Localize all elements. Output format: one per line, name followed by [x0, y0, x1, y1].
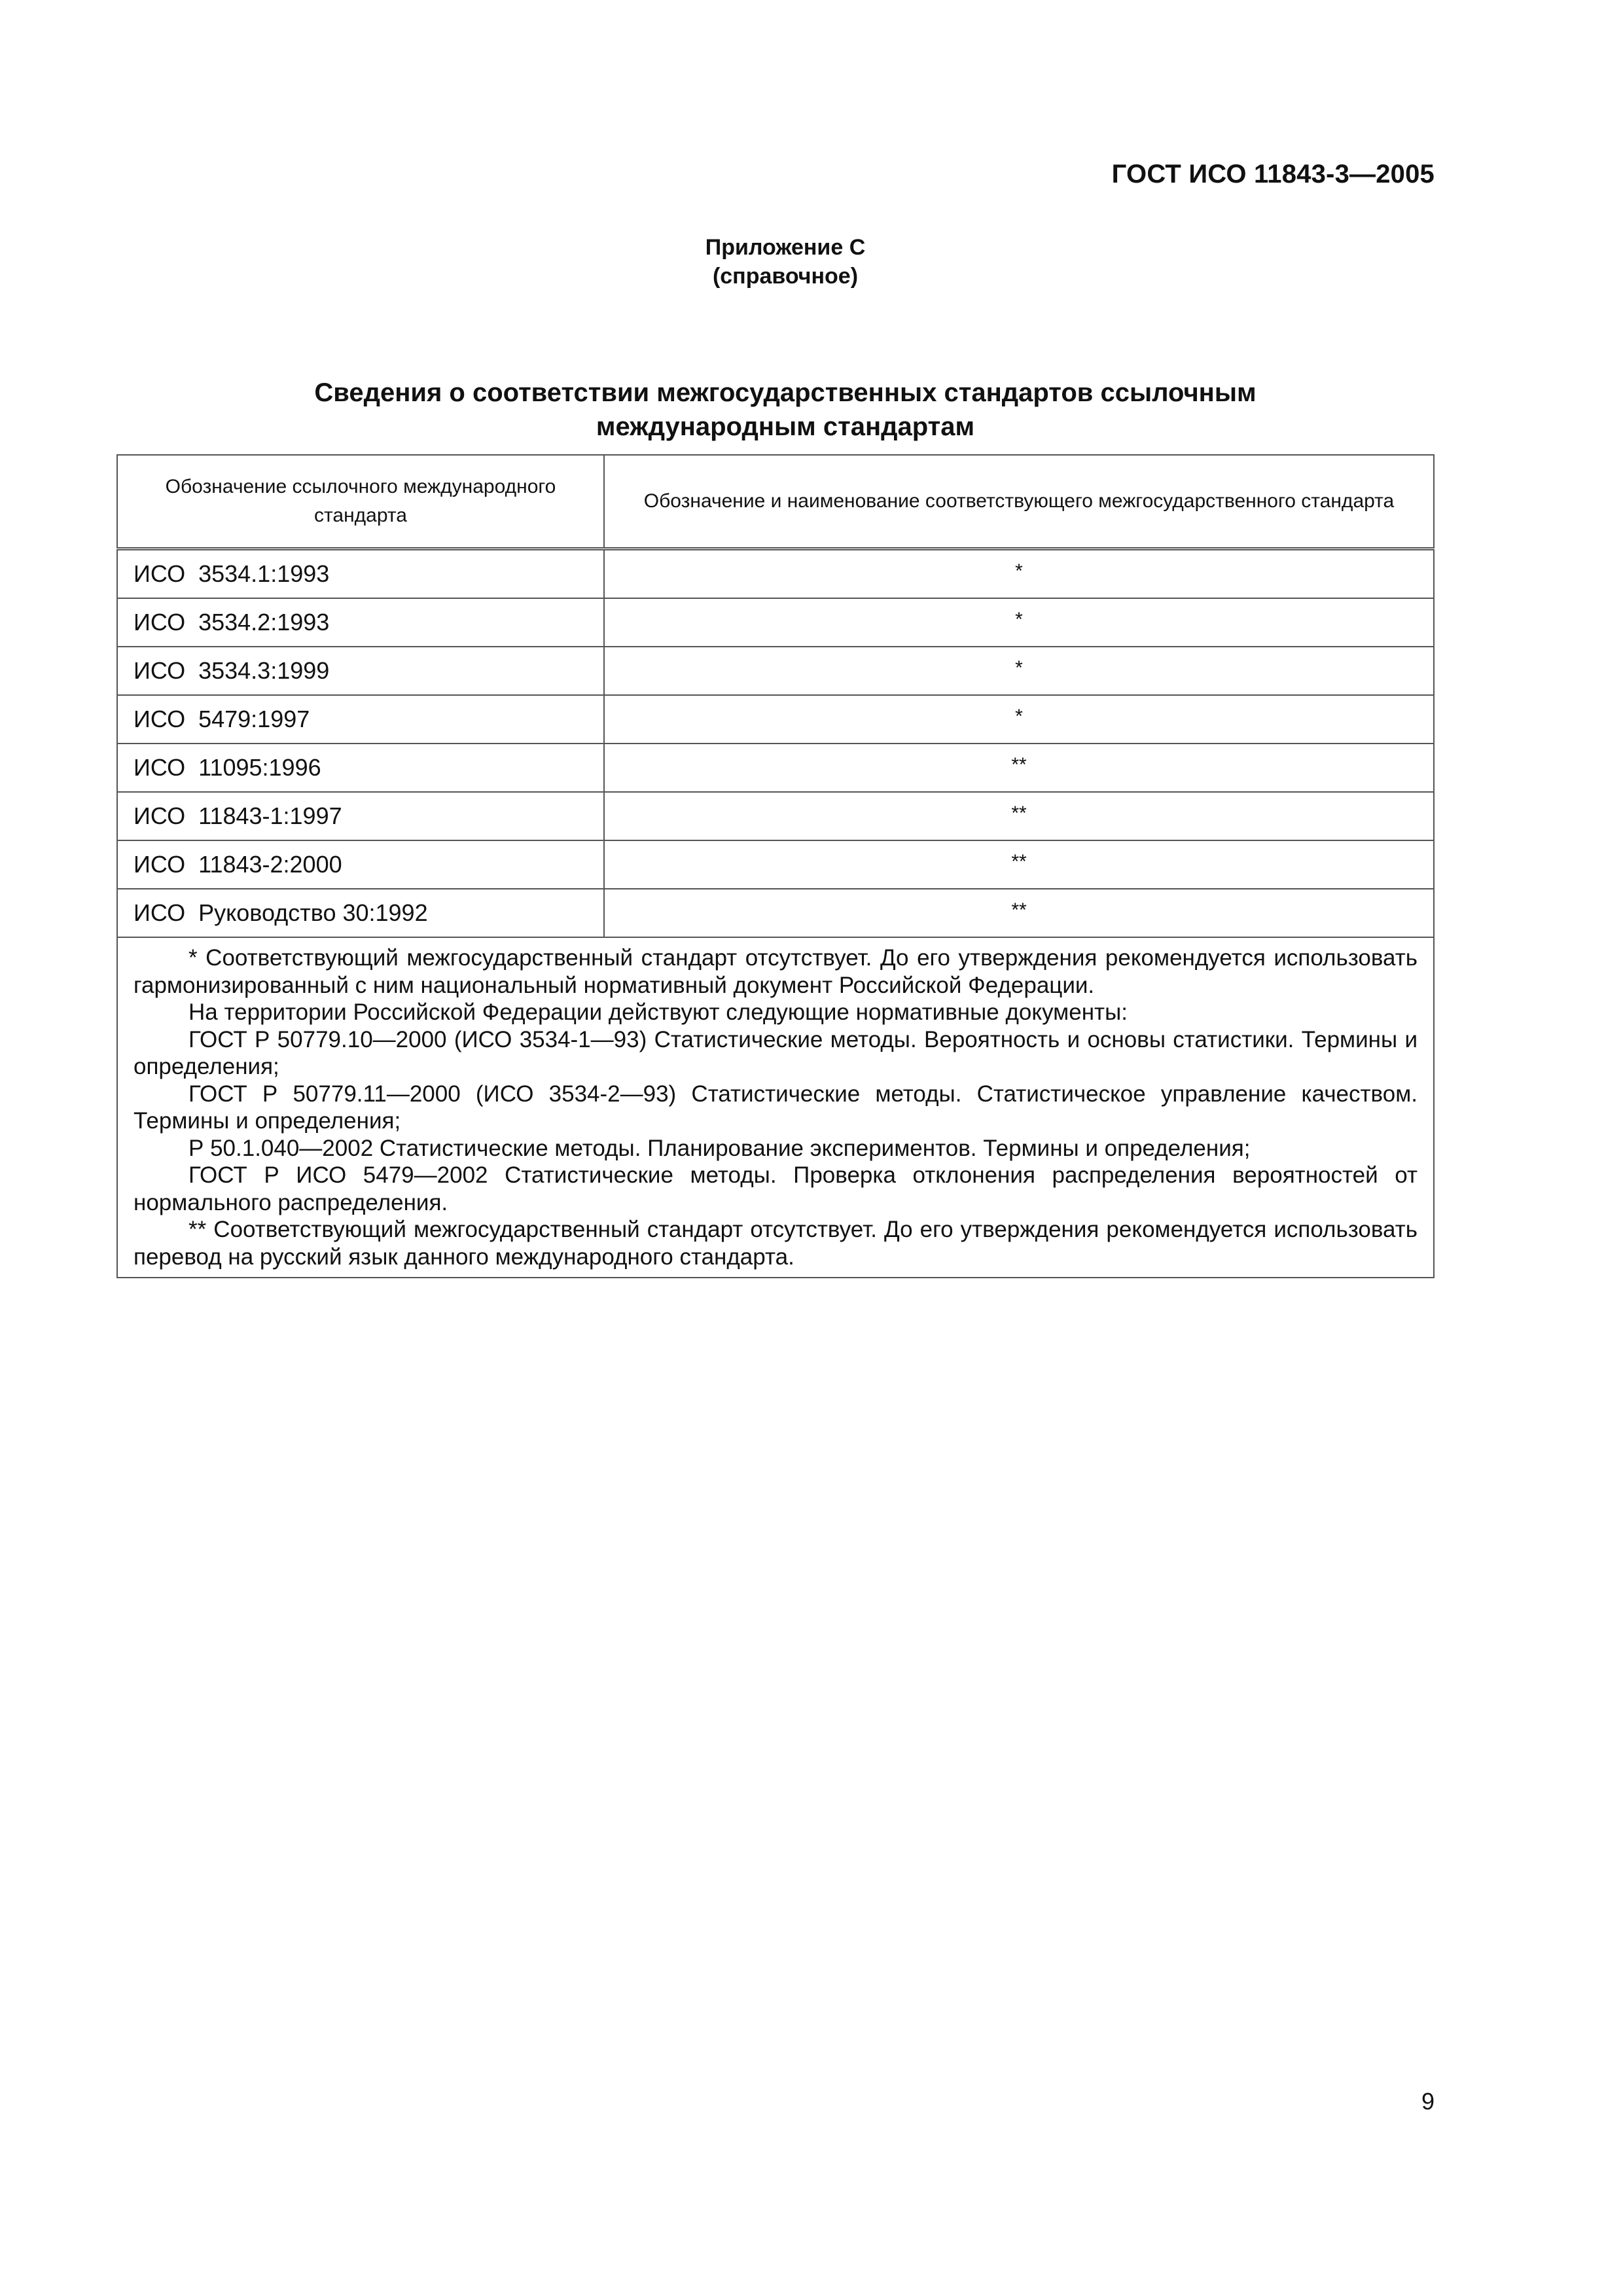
iso-designation: ИСО Руководство 30:1992: [117, 889, 604, 937]
iso-designation: ИСО 11843-1:1997: [117, 792, 604, 840]
note-paragraph: ГОСТ Р 50779.11—2000 (ИСО 3534-2—93) Статистические методы. Статистическое управление качеством. Термины и определения;: [134, 1081, 1418, 1134]
page-number: 9: [1421, 2088, 1435, 2115]
table-notes-row: [117, 937, 1434, 1278]
iso-designation: ИСО 5479:1997: [117, 695, 604, 744]
table-row: [117, 744, 1434, 792]
correspondence-mark: **: [604, 840, 1434, 889]
note-paragraph: На территории Российской Федерации действуют следующие нормативные документы:: [188, 999, 1128, 1025]
iso-designation: ИСО 11095:1996: [117, 744, 604, 792]
annex-title: Приложение С: [705, 235, 866, 260]
correspondence-table: [116, 454, 1435, 1278]
note-paragraph: * Соответствующий межгосударственный стандарт отсутствует. До его утверждения рекомендуется использовать гармонизированный с ним национальный нормативный документ Российской Федерации.: [134, 945, 1418, 998]
header-international-standard: Обозначение ссылочного международного стандарта: [117, 455, 604, 549]
table-header-row: [117, 455, 1434, 549]
table-row: [117, 549, 1434, 599]
iso-designation: ИСО 11843-2:2000: [117, 840, 604, 889]
table-row: [117, 792, 1434, 840]
correspondence-mark: *: [604, 549, 1434, 599]
section-title-line-2: международным стандартам: [596, 412, 975, 441]
note-paragraph: ** Соответствующий межгосударственный стандарт отсутствует. До его утверждения рекомендуется использовать перевод на русский язык данного международного стандарта.: [134, 1217, 1418, 1270]
correspondence-mark: *: [604, 647, 1434, 695]
table-row: [117, 647, 1434, 695]
correspondence-mark: **: [604, 889, 1434, 937]
correspondence-mark: *: [604, 598, 1434, 647]
table-row: [117, 695, 1434, 744]
table-notes: [117, 937, 1434, 1278]
iso-designation: ИСО 3534.2:1993: [117, 598, 604, 647]
document-code: ГОСТ ИСО 11843-3—2005: [1111, 160, 1435, 188]
note-paragraph: ГОСТ Р 50779.10—2000 (ИСО 3534-1—93) Статистические методы. Вероятность и основы статистики. Термины и определения;: [134, 1026, 1418, 1079]
annex-heading: [0, 233, 1571, 291]
iso-designation: ИСО 3534.1:1993: [117, 549, 604, 599]
table-row: [117, 598, 1434, 647]
table-row: [117, 840, 1434, 889]
note-paragraph: Р 50.1.040—2002 Статистические методы. Планирование экспериментов. Термины и определения;: [188, 1135, 1251, 1161]
table-row: [117, 889, 1434, 937]
annex-type: (справочное): [712, 264, 859, 289]
note-paragraph: ГОСТ Р ИСО 5479—2002 Статистические методы. Проверка отклонения распределения вероятностей от нормального распределения.: [134, 1162, 1418, 1215]
section-title-line-1: Сведения о соответствии межгосударственных стандартов ссылочным: [314, 378, 1257, 407]
correspondence-mark: *: [604, 695, 1434, 744]
section-title: [0, 376, 1571, 444]
correspondence-mark: **: [604, 744, 1434, 792]
correspondence-mark: **: [604, 792, 1434, 840]
header-interstate-standard: Обозначение и наименование соответствующего межгосударственного стандарта: [604, 455, 1434, 549]
iso-designation: ИСО 3534.3:1999: [117, 647, 604, 695]
